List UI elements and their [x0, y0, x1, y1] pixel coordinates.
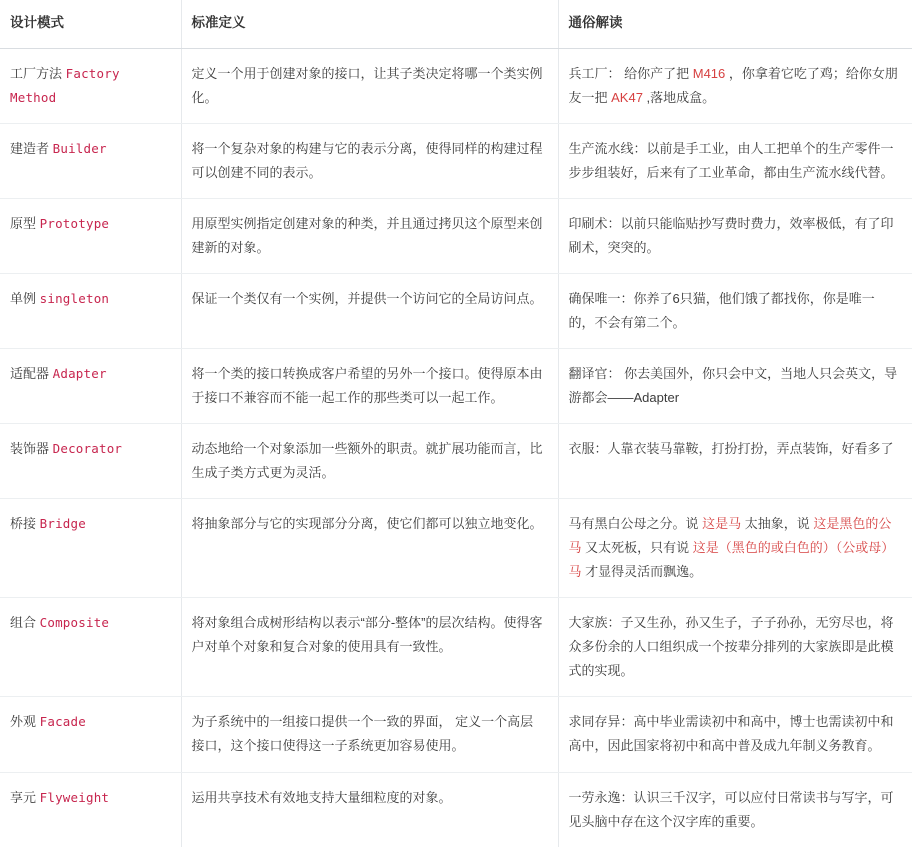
table-header-row [0, 0, 912, 48]
pattern-definition-text: 将一个复杂对象的构建与它的表示分离，使得同样的构建过程可以创建不同的表示。 [191, 140, 543, 180]
pattern-definition-cell [181, 499, 558, 598]
explanation-text: 求同存异：高中毕业需读初中和高中，博士也需读初中和高中，因此国家将初中和高中普及成九年制义务教育。 [568, 714, 894, 754]
pattern-definition-cell [181, 697, 558, 772]
pattern-definition-cell [181, 348, 558, 423]
pattern-name-cn: 组合 [10, 615, 40, 631]
pattern-name-cn: 外观 [10, 714, 40, 730]
pattern-definition-text: 定义一个用于创建对象的接口，让其子类决定将哪一个类实例化。 [191, 65, 543, 105]
pattern-explanation-cell [558, 123, 912, 198]
explanation-highlight: 这是黑色的公马 [568, 516, 892, 556]
pattern-definition-cell [181, 273, 558, 348]
pattern-name-cell [0, 48, 181, 123]
pattern-explanation-cell [558, 499, 912, 598]
pattern-definition-text: 用原型实例指定创建对象的种类，并且通过拷贝这个原型来创建新的对象。 [191, 215, 543, 255]
pattern-name-cn: 原型 [10, 215, 40, 231]
pattern-name-cn: 适配器 [10, 365, 53, 381]
pattern-name-cell [0, 424, 181, 499]
pattern-definition-cell [181, 424, 558, 499]
pattern-name-en: singleton [39, 290, 110, 306]
pattern-name-cell [0, 348, 181, 423]
pattern-explanation-cell [558, 424, 912, 499]
pattern-name-cell [0, 198, 181, 273]
pattern-name-en: Adapter [52, 365, 107, 381]
pattern-definition-text: 将抽象部分与它的实现部分分离，使它们都可以独立地变化。 [191, 516, 543, 532]
table-row [0, 697, 912, 772]
column-header-explanation: 通俗解读 [558, 0, 912, 48]
pattern-name-cn: 工厂方法 [10, 65, 66, 81]
table-row [0, 48, 912, 123]
pattern-explanation-cell [558, 598, 912, 697]
explanation-text: 印刷术：以前只能临贴抄写费时费力，效率极低，有了印刷术，突突的。 [568, 215, 894, 255]
explanation-text: 衣服：人靠衣装马靠鞍，打扮打扮，弄点装饰，好看多了 [568, 441, 894, 457]
column-header-pattern: 设计模式 [0, 0, 181, 48]
pattern-explanation-cell [558, 273, 912, 348]
table-row [0, 772, 912, 847]
pattern-name-cell [0, 123, 181, 198]
pattern-explanation-cell [558, 772, 912, 847]
explanation-highlight: 这是（黑色的或白色的）（公或母）马 [568, 540, 895, 580]
table-body [0, 48, 912, 847]
explanation-highlight: M416 [692, 65, 726, 81]
table-row [0, 424, 912, 499]
table-header [0, 0, 912, 48]
pattern-name-en: Facade [39, 714, 86, 730]
explanation-text: 兵工厂： 给你产了把 [568, 65, 693, 81]
pattern-definition-text: 保证一个类仅有一个实例，并提供一个访问它的全局访问点。 [191, 290, 543, 306]
explanation-text: 太抽象，说 [741, 516, 814, 532]
pattern-definition-text: 将一个类的接口转换成客户希望的另外一个接口。使得原本由于接口不兼容而不能一起工作的那些类可以一起工作。 [191, 365, 543, 406]
explanation-text: ，你拿着它吃了鸡；给你女朋友一把 [568, 65, 898, 105]
pattern-name-cn: 建造者 [10, 140, 53, 156]
pattern-name-en: Composite [39, 615, 110, 631]
pattern-explanation-cell [558, 198, 912, 273]
pattern-name-cell [0, 598, 181, 697]
table-row [0, 273, 912, 348]
explanation-text: 生产流水线：以前是手工业，由人工把单个的生产零件一步步组装好，后来有了工业革命，都由生产流水线代替。 [568, 140, 894, 180]
explanation-highlight: AK47 [611, 89, 643, 105]
explanation-text: 大家族：子又生孙，孙又生子，子子孙孙，无穷尽也，将众多份余的人口组织成一个按辈分排列的大家族即是此模式的实现。 [568, 615, 894, 679]
pattern-definition-text: 运用共享技术有效地支持大量细粒度的对象。 [191, 789, 452, 805]
pattern-definition-cell [181, 123, 558, 198]
pattern-name-en: Flyweight [39, 789, 110, 805]
explanation-highlight: 这是马 [702, 516, 742, 532]
column-header-definition: 标准定义 [181, 0, 558, 48]
explanation-text: ,落地成盒。 [642, 89, 716, 105]
table-row [0, 499, 912, 598]
pattern-explanation-cell [558, 48, 912, 123]
explanation-text: 一劳永逸：认识三千汉字，可以应付日常读书与写字，可见头脑中存在这个汉字库的重要。 [568, 789, 894, 829]
pattern-name-cn: 装饰器 [10, 441, 53, 457]
table-row [0, 198, 912, 273]
pattern-name-cn: 享元 [10, 789, 40, 805]
pattern-name-cn: 桥接 [10, 516, 40, 532]
pattern-name-en: Builder [52, 140, 107, 156]
pattern-definition-cell [181, 48, 558, 123]
pattern-definition-text: 动态地给一个对象添加一些额外的职责。就扩展功能而言，比生成子类方式更为灵活。 [191, 441, 543, 481]
pattern-definition-cell [181, 198, 558, 273]
table-row [0, 348, 912, 423]
pattern-name-cell [0, 499, 181, 598]
explanation-text: 才显得灵活而飘逸。 [581, 564, 703, 580]
pattern-name-cell [0, 772, 181, 847]
pattern-name-en: Prototype [39, 215, 110, 231]
pattern-name-en: Bridge [39, 516, 86, 532]
explanation-text: 确保唯一：你养了6只猫，他们饿了都找你，你是唯一的，不会有第二个。 [568, 290, 875, 330]
pattern-name-en: Factory Method [10, 65, 120, 105]
pattern-definition-cell [181, 772, 558, 847]
pattern-name-en: Decorator [52, 441, 123, 457]
pattern-definition-cell [181, 598, 558, 697]
pattern-name-cell [0, 697, 181, 772]
pattern-explanation-cell [558, 697, 912, 772]
pattern-explanation-cell [558, 348, 912, 423]
explanation-text: 翻译官： 你去美国外，你只会中文，当地人只会英文，导游都会——Adapter [568, 365, 898, 406]
pattern-definition-text: 将对象组合成树形结构以表示“部分-整体”的层次结构。使得客户对单个对象和复合对象的使用具有一致性。 [191, 615, 543, 655]
table-row [0, 598, 912, 697]
explanation-text: 马有黑白公母之分。说 [568, 516, 703, 532]
pattern-name-cell [0, 273, 181, 348]
explanation-text: 又太死板，只有说 [581, 540, 693, 556]
pattern-definition-text: 为子系统中的一组接口提供一个一致的界面， 定义一个高层接口，这个接口使得这一子系统更加容易使用。 [191, 714, 534, 754]
table-row [0, 123, 912, 198]
pattern-name-cn: 单例 [10, 290, 40, 306]
